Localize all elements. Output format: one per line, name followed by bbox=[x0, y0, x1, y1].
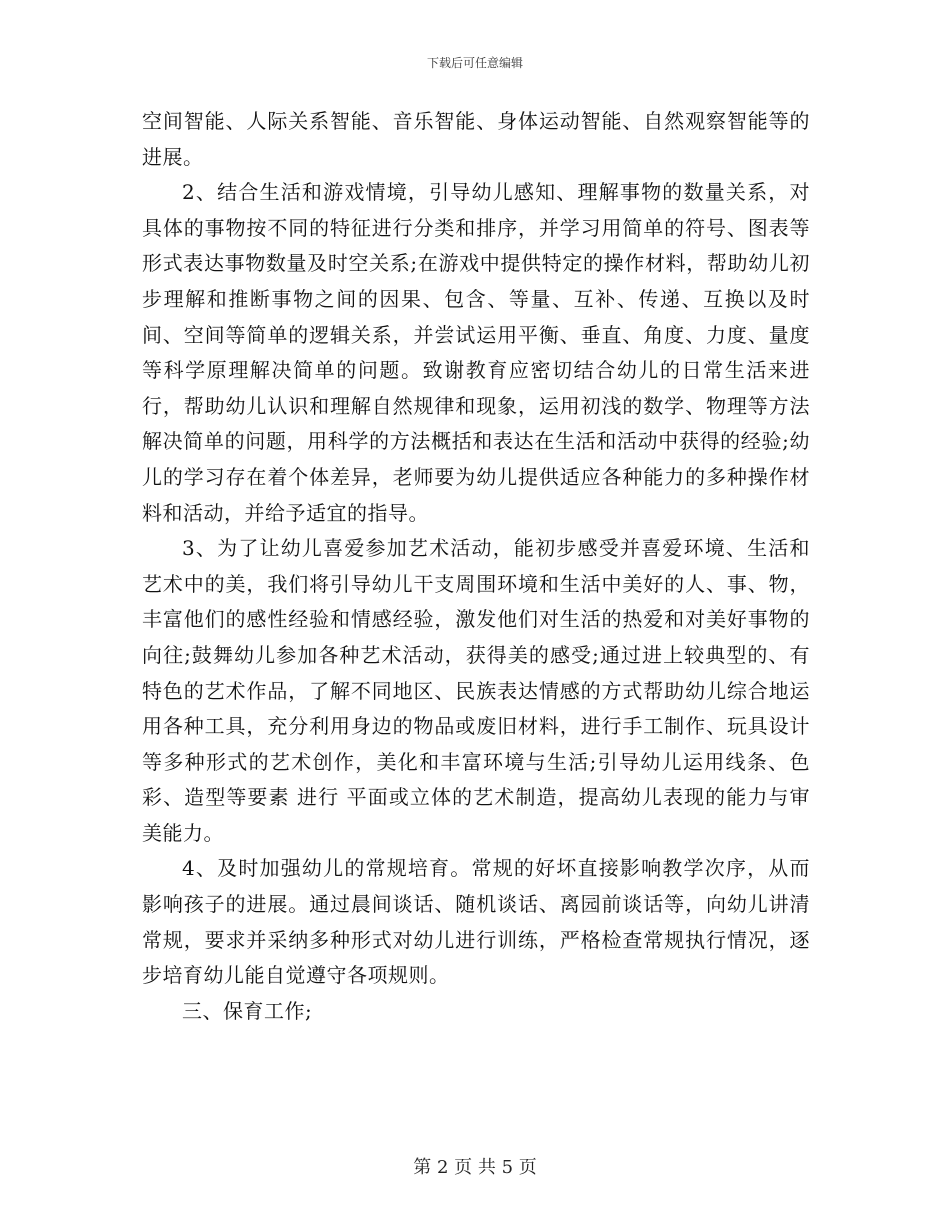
paragraph-continuation: 空间智能、人际关系智能、音乐智能、身体运动智能、自然观察智能等的进展。 bbox=[142, 109, 810, 169]
page-number: 第 2 页 共 5 页 bbox=[413, 1157, 537, 1178]
section-heading-care-work: 三、保育工作; bbox=[182, 998, 313, 1023]
document-body bbox=[142, 104, 810, 1029]
paragraph-item-4: 4、及时加强幼儿的常规培育。常规的好坏直接影响教学次序，从而影响孩子的进展。通过晨间谈话、随机谈话、离园前谈话等，向幼儿讲清常规，要求并采纳多种形式对幼儿进行训练，严格检查常规执行情况，逐步培育幼儿能自觉遵守各项规则。 bbox=[142, 856, 810, 988]
paragraph-item-3: 3、为了让幼儿喜爱参加艺术活动，能初步感受并喜爱环境、生活和艺术中的美，我们将引导幼儿干支周围环境和生活中美好的人、事、物，丰富他们的感性经验和情感经验，激发他们对生活的热爱和对美好事物的向往;鼓舞幼儿参加各种艺术活动，获得美的感受;通过进上较典型的、有特色的艺术作品，了解不同地区、民族表达情感的方式帮助幼儿综合地运用各种工具，充分利用身边的物品或废旧材料，进行手工制作、玩具设计等多种形式的艺术创作，美化和丰富环境与生活;引导幼儿运用线条、色彩、造型等要素 进行 平面或立体的艺术制造，提高幼儿表现的能力与审美能力。 bbox=[142, 536, 810, 845]
paragraph-item-2: 2、结合生活和游戏情境，引导幼儿感知、理解事物的数量关系，对具体的事物按不同的特征进行分类和排序，并学习用简单的符号、图表等形式表达事物数量及时空关系;在游戏中提供特定的操作材料，帮助幼儿初步理解和推断事物之间的因果、包含、等量、互补、传递、互换以及时间、空间等简单的逻辑关系，并尝试运用平衡、垂直、角度、力度、量度等科学原理解决简单的问题。致谢教育应密切结合幼儿的日常生活来进行，帮助幼儿认识和理解自然规律和现象，运用初浅的数学、物理等方法解决简单的问题，用科学的方法概括和表达在生活和活动中获得的经验;幼儿的学习存在着个体差异，老师要为幼儿提供适应各种能力的多种操作材料和活动，并给予适宜的指导。 bbox=[142, 180, 810, 525]
page-header-note: 下载后可任意编辑 bbox=[426, 56, 523, 70]
